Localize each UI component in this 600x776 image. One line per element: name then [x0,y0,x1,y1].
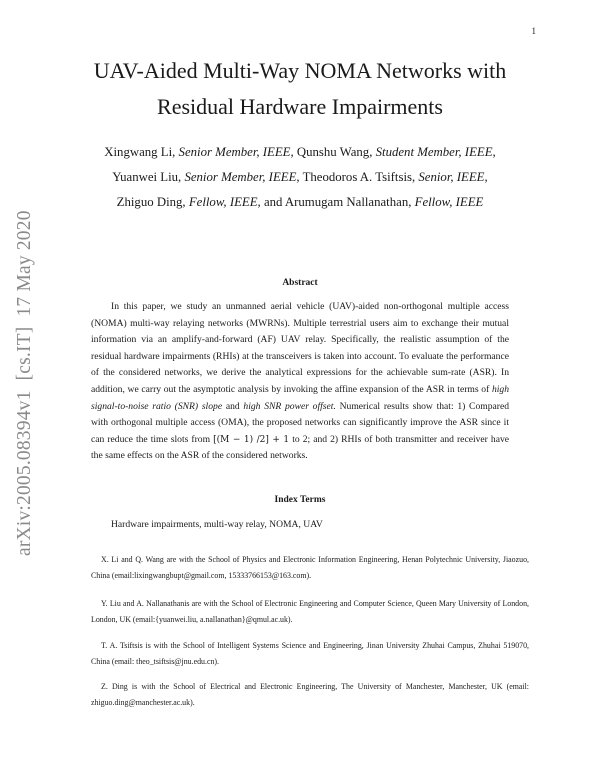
arxiv-category: [cs.IT] [14,326,35,381]
abstract-text-part: Numerical results show that: 1) Compared with orthogonal multiple access (OMA), the proposed networks can significantly improve the ASR since it can reduce the time slots from [91,400,510,445]
paper-title-line-2: Residual Hardware Impairments [157,94,443,119]
author-name: Xingwang Li, [104,145,176,159]
author-affiliation-role: Senior Member, IEEE, [184,170,300,184]
affiliation-footnote: X. Li and Q. Wang are with the School of Physics and Electronic Information Engineering, Henan Polytechnic University, Jiaozuo, China (email:lixingwangbupt@gmail.com, 15333766153@163.com). [91,555,529,581]
author-name: and Arumugam Nallanathan, [263,195,412,209]
abstract-emphasis: high signal-to-noise ratio (SNR) slope [91,383,509,412]
author-line-2 [60,171,540,184]
author-name: Yuanwei Liu, [112,170,182,184]
math-expression: [(M − 1) /2] + 1 [213,434,290,445]
author-affiliation-role: Senior, IEEE, [418,170,488,184]
index-terms-heading: Index Terms [274,495,326,505]
affiliation-footnote: T. A. Tsiftsis is with the School of Intelligent Systems Science and Engineering, Jinan University Zhuhai Campus, Zhuhai 519070, China (email: theo_tsiftsis@jnu.edu.cn). [91,641,529,667]
abstract-heading: Abstract [282,278,318,288]
arxiv-date: 17 May 2020 [14,210,35,317]
author-affiliation-role: Senior Member, IEEE, [178,145,294,159]
abstract-emphasis: high SNR power offset. [243,400,336,412]
index-terms-text: Hardware impairments, multi-way relay, NOMA, UAV [111,519,323,530]
author-line-1 [60,146,540,159]
author-affiliation-role: Student Member, IEEE, [375,145,496,159]
page-number: 1 [531,26,536,36]
abstract-text-part: and [225,400,240,412]
author-name: Theodoros A. Tsiftsis, [302,170,416,184]
arxiv-id: arXiv:2005.08394v1 [14,390,35,556]
abstract-text-part: In this paper, we study an unmanned aerial vehicle (UAV)-aided non-orthogonal multiple access (NOMA) multi-way relaying networks (MWRNs). Multiple terrestrial users aim to exchange their mutual information via an amplify-and-forward (AF) UAV relay. Specifically, the realistic assumption of the residual hardware impairments (RHIs) at the transceivers is taken into account. To evaluate the performance of the considered networks, we derive the analytical expressions for the achievable sum-rate (ASR). In addition, we carry out the asymptotic analysis by invoking the affine expansion of the ASR in terms of [91,301,509,395]
author-affiliation-role: Fellow, IEEE [414,195,484,209]
abstract-body [91,299,509,465]
affiliation-footnote: Z. Ding is with the School of Electrical and Electronic Engineering, The University of Manchester, Manchester, UK (email: zhiguo.ding@manchester.ac.uk). [91,682,529,708]
author-name: Qunshu Wang, [296,145,373,159]
abstract-text-part: to 2; and 2) RHIs of both transmitter and receiver have the same effects on the ASR of the considered networks. [91,433,510,462]
author-affiliation-role: Fellow, IEEE, [188,195,261,209]
author-line-3 [60,196,540,209]
paper-title-line-1: UAV-Aided Multi-Way NOMA Networks with [93,58,507,83]
author-name: Zhiguo Ding, [116,195,186,209]
affiliation-footnote: Y. Liu and A. Nallanathanis are with the School of Electronic Engineering and Computer Science, Queen Mary University of London, London, UK (email:{yuanwei.liu, a.nallanathan}@qmul.ac.uk). [91,599,529,625]
